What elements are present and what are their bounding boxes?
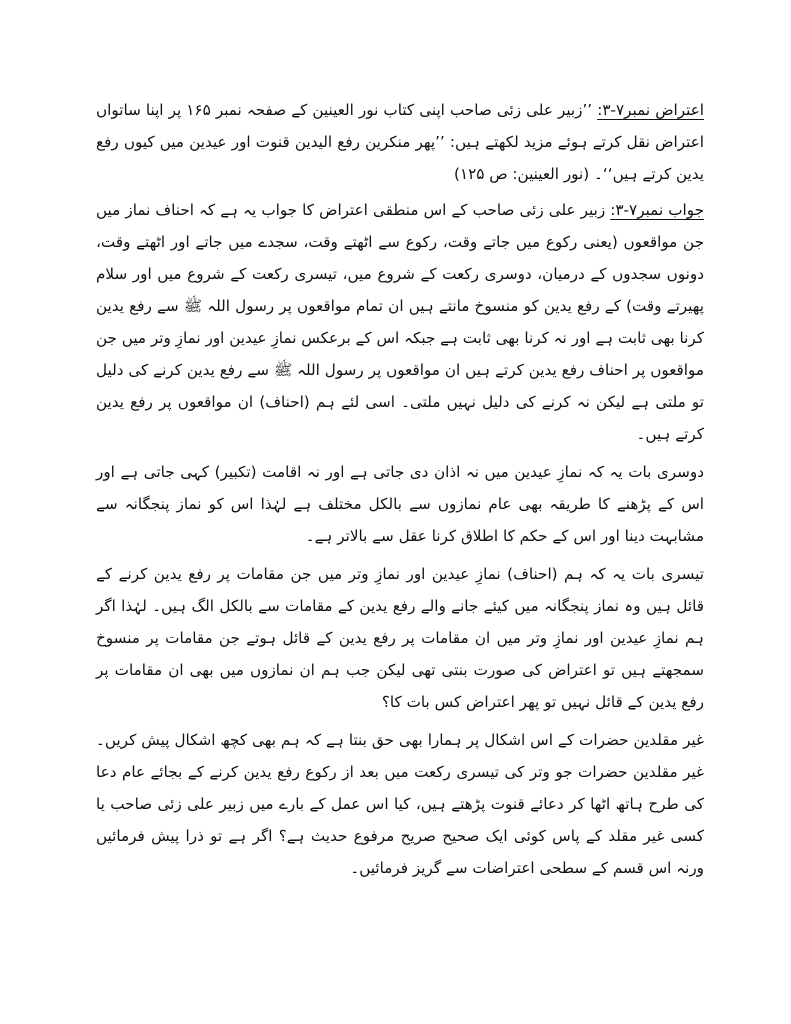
- objection-text: ’’زبیر علی زئی صاحب اپنی کتاب نور العینین کے صفحہ نمبر ۱۶۵ پر اپنا ساتواں اعتراض نقل کرتے ہوئے مزید لکھتے ہیں: ’’پھر منکرین رفع الیدین قنوت اور عیدین میں کیوں رفع یدین کرتے ہیں‘‘۔ (نور العینین: ص ۱۲۵): [96, 101, 704, 183]
- counter-question-paragraph: غیر مقلدین حضرات کے اس اشکال پر ہمارا بھی حق بنتا ہے کہ ہم بھی کچھ اشکال پیش کریں۔ غیر مقلدین حضرات جو وتر کی تیسری رکعت میں بعد از رکوع رفع یدین کرنے کے بجائے عام دعا کی طرح ہاتھ اٹھا کر دعائے قنوت پڑھتے ہیں، کیا اس عمل کے بارے میں زبیر علی زئی صاحب یا کسی غیر مقلد کے پاس کوئی ایک صحیح صریح مرفوع حدیث ہے؟ اگر ہے تو ذرا پیش فرمائیں ورنہ اس قسم کے سطحی اعتراضات سے گریز فرمائیں۔: [96, 731, 704, 877]
- document-body: [96, 94, 704, 890]
- objection-label: اعتراض نمبر۷-۳:: [597, 101, 705, 119]
- objection-paragraph: [96, 94, 704, 190]
- second-point-paragraph: دوسری بات یہ کہ نمازِ عیدین میں نہ اذان دی جاتی ہے اور نہ اقامت (تکبیر) کہی جاتی ہے اور اس کے پڑھنے کا طریقہ بھی عام نمازوں سے بالکل مختلف ہے لہٰذا اس کو نماز پنجگانہ سے مشابہت دینا اور اس کے حکم کا اطلاق کرنا عقل سے بالاتر ہے۔: [96, 463, 704, 545]
- third-point-paragraph: تیسری بات یہ کہ ہم (احناف) نمازِ عیدین اور نمازِ وتر میں جن مقامات پر رفع یدین کرنے کے قائل ہیں وہ نماز پنجگانہ میں کیئے جانے والے رفع یدین کے مقامات سے بالکل الگ ہیں۔ لہٰذا اگر ہم نمازِ عیدین اور نمازِ وتر میں ان مقامات پر رفع یدین کے قائل ہوتے جن مقامات پر منسوخ سمجھتے ہیں تو اعتراض کی صورت بنتی تھی لیکن جب ہم ان نمازوں میں بھی ان مقامات پر رفع یدین کے قائل نہیں تو پھر اعتراض کس بات کا؟: [96, 565, 704, 711]
- answer-text: زبیر علی زئی صاحب کے اس منطقی اعتراض کا جواب یہ ہے کہ احناف نماز میں جن مواقعوں (یعنی رکوع میں جاتے وقت، رکوع سے اٹھتے وقت، سجدے میں جاتے اور اٹھتے وقت، دونوں سجدوں کے درمیان، دوسری رکعت کے شروع میں، تیسری رکعت کے شروع میں اور سلام پھیرتے وقت) کے رفع یدین کو منسوخ مانتے ہیں ان تمام مواقعوں پر رسول اللہ ﷺ سے رفع یدین کرنا بھی ثابت ہے اور نہ کرنا بھی ثابت ہے جبکہ اس کے برعکس نمازِ عیدین اور نمازِ وتر میں جن مواقعوں پر احناف رفع یدین کرتے ہیں ان مواقعوں پر رسول اللہ ﷺ سے رفع یدین کرنے کی دلیل تو ملتی ہے لیکن نہ کرنے کی دلیل نہیں ملتی۔ اسی لئے ہم (احناف) ان مواقعوں پر رفع یدین کرتے ہیں۔: [96, 201, 704, 443]
- answer-label: جواب نمبر۷-۳:: [610, 201, 705, 219]
- answer-paragraph: [96, 194, 704, 450]
